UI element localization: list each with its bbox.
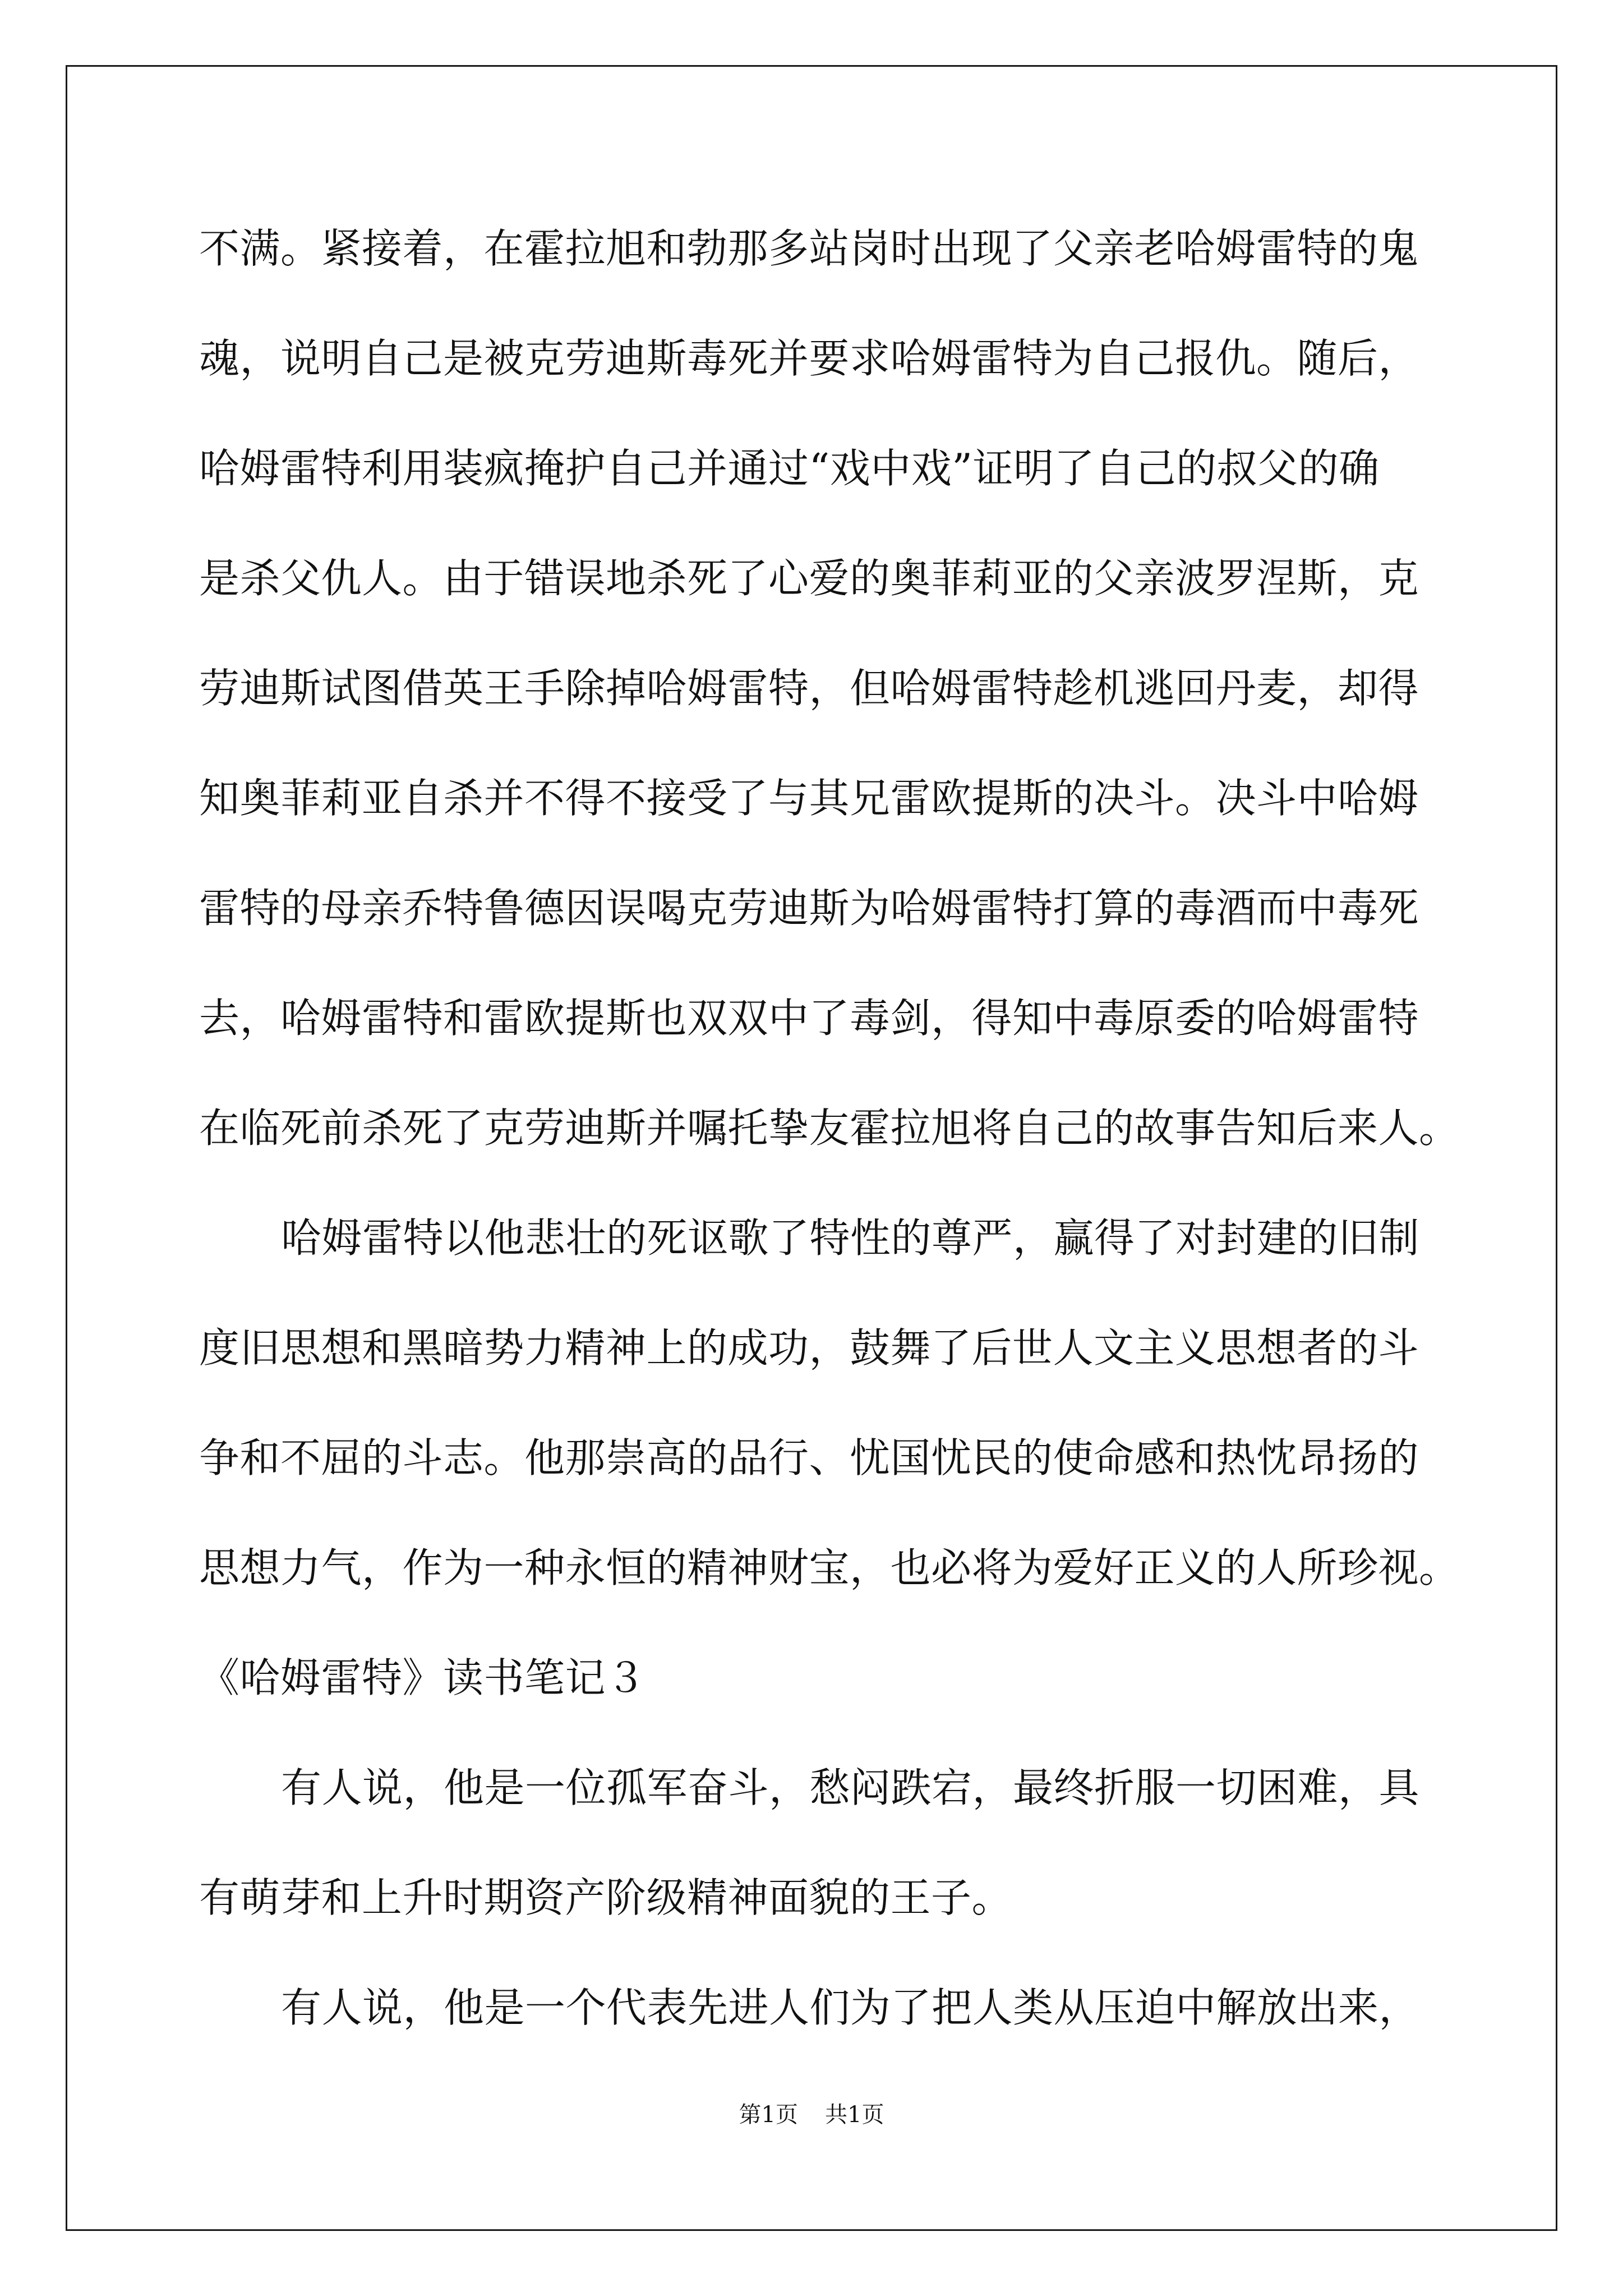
text-line: 劳迪斯试图借英王手除掉哈姆雷特，但哈姆雷特趁机逃回丹麦，却得 bbox=[199, 665, 1419, 712]
text-line: 思想力气，作为一种永恒的精神财宝，也必将为爱好正义的人所珍视。 bbox=[199, 1544, 1460, 1591]
text-line: 是杀父仇人。由于错误地杀死了心爱的奥菲莉亚的父亲波罗涅斯，克 bbox=[199, 555, 1419, 602]
paragraph-first-line: 有人说，他是一个代表先进人们为了把人类从压迫中解放出来， bbox=[281, 1984, 1420, 2031]
text-line: 度旧思想和黑暗势力精神上的成功，鼓舞了后世人文主义思想者的斗 bbox=[199, 1324, 1419, 1372]
text-line: 雷特的母亲乔特鲁德因误喝克劳迪斯为哈姆雷特打算的毒酒而中毒死 bbox=[199, 885, 1419, 932]
page-number-total: 共1页 bbox=[825, 2102, 884, 2128]
text-line: 有萌芽和上升时期资产阶级精神面貌的王子。 bbox=[199, 1874, 1013, 1921]
page-number-current: 第1页 bbox=[739, 2102, 798, 2128]
text-line: 知奥菲莉亚自杀并不得不接受了与其兄雷欧提斯的决斗。决斗中哈姆 bbox=[199, 775, 1419, 822]
text-line: 哈姆雷特利用装疯掩护自己并通过“戏中戏”证明了自己的叔父的确 bbox=[199, 445, 1380, 492]
document-body bbox=[199, 206, 1460, 2076]
text-line: 魂，说明自己是被克劳迪斯毒死并要求哈姆雷特为自己报仇。随后， bbox=[199, 335, 1419, 382]
text-line: 争和不屈的斗志。他那崇高的品行、忧国忧民的使命感和热忱昂扬的 bbox=[199, 1434, 1419, 1481]
page-footer bbox=[0, 2098, 1623, 2132]
paragraph-first-line: 有人说，他是一位孤军奋斗，愁闷跌宕，最终折服一切困难，具 bbox=[281, 1764, 1420, 1811]
text-line: 去，哈姆雷特和雷欧提斯也双双中了毒剑，得知中毒原委的哈姆雷特 bbox=[199, 995, 1419, 1042]
text-line: 不满。紧接着，在霍拉旭和勃那多站岗时出现了父亲老哈姆雷特的鬼 bbox=[199, 225, 1419, 272]
text-line: 在临死前杀死了克劳迪斯并嘱托挚友霍拉旭将自己的故事告知后来人。 bbox=[199, 1105, 1460, 1152]
paragraph-first-line: 哈姆雷特以他悲壮的死讴歌了特性的尊严，赢得了对封建的旧制 bbox=[281, 1214, 1420, 1262]
section-heading: 《哈姆雷特》读书笔记３ bbox=[199, 1654, 647, 1701]
